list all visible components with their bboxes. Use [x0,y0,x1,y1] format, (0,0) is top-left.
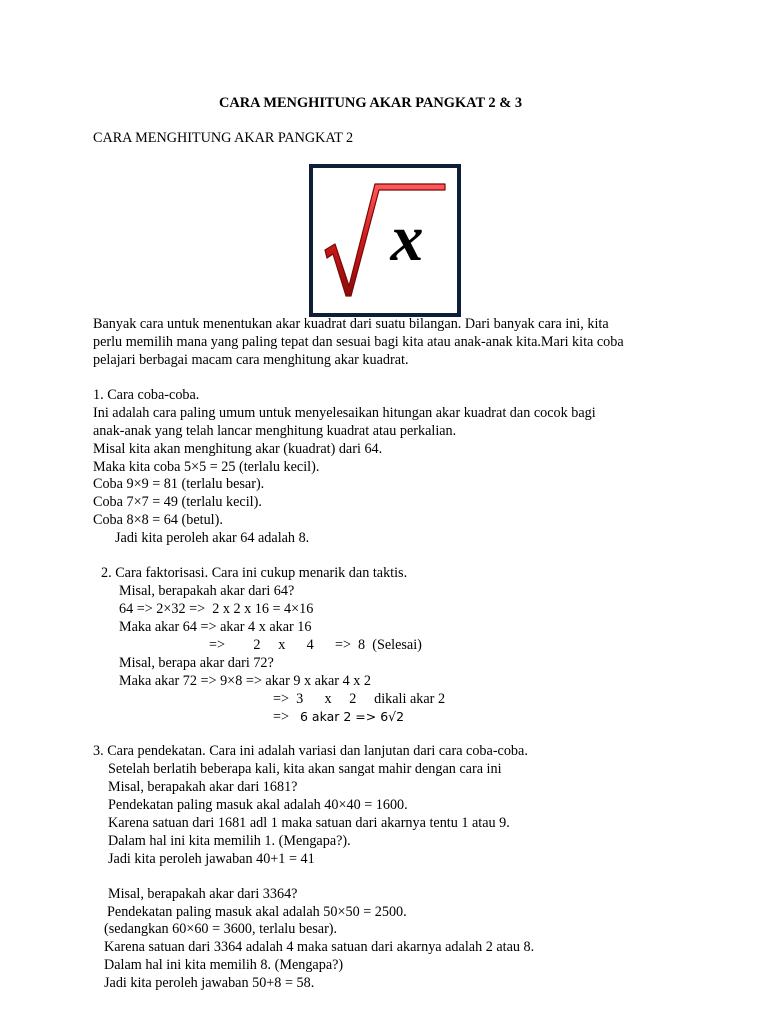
logo-glyph: x [390,202,424,275]
method1-heading: 1. Cara coba-coba. [93,387,200,403]
method3-example2-line: (sedangkan 60×60 = 3600, terlalu besar). [104,921,338,937]
square-root-x-icon [309,164,461,317]
method2-line: => 3 x 2 dikali akar 2 [273,691,446,707]
method2-line: Maka akar 72 => 9×8 => akar 9 x akar 4 x 2 [119,673,371,689]
method3-example2-line: Pendekatan paling masuk akal adalah 50×50 = 2500. [107,904,407,920]
method2-result: 6 akar 2 => 6√2 [300,709,405,724]
intro-line: Banyak cara untuk menentukan akar kuadrat dari suatu bilangan. Dari banyak cara ini, kita [93,316,609,332]
method3-example2-line: Dalam hal ini kita memilih 8. (Mengapa?) [104,957,344,973]
method3-line: Karena satuan dari 1681 adl 1 maka satuan dari akarnya tentu 1 atau 9. [108,815,510,831]
method3-example2-line: Misal, berapakah akar dari 3364? [108,886,298,902]
method1-line: anak-anak yang telah lancar menghitung kuadrat atau perkalian. [93,423,457,439]
document-title: CARA MENGHITUNG AKAR PANGKAT 2 & 3 [219,95,523,111]
square-root-x-graphic [313,168,457,313]
method1-line: Maka kita coba 5×5 = 25 (terlalu kecil). [93,459,320,475]
method1-conclusion: Jadi kita peroleh akar 64 adalah 8. [115,530,310,546]
method1-line: Coba 8×8 = 64 (betul). [93,512,223,528]
method2-line: => 2 x 4 => 8 (Selesai) [209,637,422,653]
method3-line: Setelah berlatih beberapa kali, kita akan sangat mahir dengan cara ini [108,761,502,777]
method1-line: Ini adalah cara paling umum untuk menyelesaikan hitungan akar kuadrat dan cocok bagi [93,405,596,421]
method3-line: Dalam hal ini kita memilih 1. (Mengapa?). [108,833,351,849]
method1-line: Coba 7×7 = 49 (terlalu kecil). [93,494,262,510]
section-heading: CARA MENGHITUNG AKAR PANGKAT 2 [93,130,354,146]
intro-line: perlu memilih mana yang paling tepat dan sesuai bagi kita atau anak-anak kita.Mari kita coba [93,334,624,350]
method3-heading: 3. Cara pendekatan. Cara ini adalah variasi dan lanjutan dari cara coba-coba. [93,743,528,759]
method2-arrow: => [273,709,290,725]
method3-line: Pendekatan paling masuk akal adalah 40×40 = 1600. [108,797,408,813]
method2-line: Maka akar 64 => akar 4 x akar 16 [119,619,312,635]
method1-line: Coba 9×9 = 81 (terlalu besar). [93,476,265,492]
method2-line: Misal, berapa akar dari 72? [119,655,274,671]
method2-heading: 2. Cara faktorisasi. Cara ini cukup menarik dan taktis. [101,565,408,581]
method3-line: Jadi kita peroleh jawaban 40+1 = 41 [108,851,315,867]
method3-example2-line: Jadi kita peroleh jawaban 50+8 = 58. [104,975,315,991]
intro-line: pelajari berbagai macam cara menghitung akar kuadrat. [93,352,409,368]
method2-line: 64 => 2×32 => 2 x 2 x 16 = 4×16 [119,601,314,617]
method2-line: Misal, berapakah akar dari 64? [119,583,295,599]
method3-line: Misal, berapakah akar dari 1681? [108,779,298,795]
method3-example2-line: Karena satuan dari 3364 adalah 4 maka satuan dari akarnya adalah 2 atau 8. [104,939,535,955]
method1-line: Misal kita akan menghitung akar (kuadrat) dari 64. [93,441,383,457]
